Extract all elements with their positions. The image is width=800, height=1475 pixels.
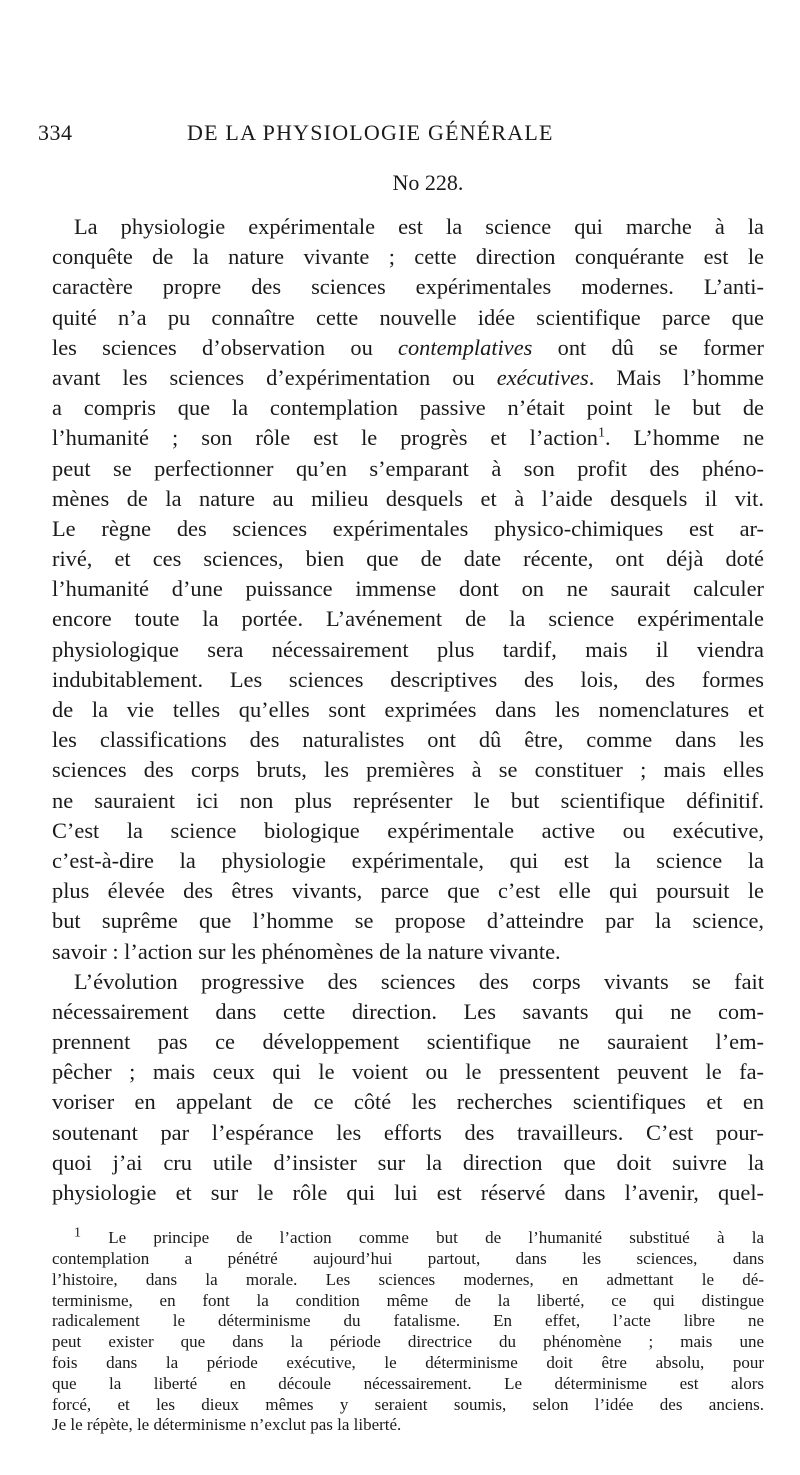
- page-header: [38, 120, 764, 150]
- text-line: de la vie telles qu’elles sont exprimées dans les nomenclatures et: [52, 697, 764, 722]
- text-segment: . Mais l’homme: [588, 364, 764, 390]
- main-text: [52, 212, 764, 1208]
- text-line: mènes de la nature au milieu desquels et à l’aide desquels il vit.: [52, 485, 764, 511]
- footnote-block: [52, 1225, 764, 1436]
- footnote-line: [52, 1225, 764, 1249]
- text-line-with-italic: [52, 333, 764, 363]
- text-line: quité n’a pu connaître cette nouvelle idée scientifique parce que: [52, 304, 764, 330]
- text-segment: . L’homme ne: [605, 425, 765, 451]
- text-line: La physiologie expérimentale est la science qui marche à la: [74, 214, 764, 239]
- footnote-line: forcé, et les dieux mêmes y seraient soumis, selon l’idée des anciens.: [52, 1394, 764, 1414]
- italic-term: exécutives: [496, 364, 589, 390]
- text-line: pêcher ; mais ceux qui le voient ou le pressentent peuvent le fa-: [52, 1059, 764, 1085]
- paragraph-1: [52, 212, 764, 967]
- text-line: conquête de la nature vivante ; cette direction conquérante est le: [52, 244, 764, 270]
- text-line: prennent pas ce développement scientifique ne sauraient l’em-: [52, 1029, 764, 1055]
- text-line: L’évolution progressive des sciences des corps vivants se fait: [74, 968, 764, 994]
- text-line: physiologie et sur le rôle qui lui est réservé dans l’avenir, quel-: [52, 1180, 764, 1205]
- text-line: encore toute la portée. L’avénement de la science expérimentale: [52, 606, 764, 632]
- footnote-line: l’histoire, dans la morale. Les sciences modernes, en admettant le dé-: [52, 1269, 764, 1289]
- text-line: a compris que la contemplation passive n’était point le but de: [52, 395, 764, 421]
- italic-term: contemplatives: [398, 334, 533, 360]
- text-line: voriser en appelant de ce côté les recherches scientifiques et en: [52, 1089, 764, 1115]
- text-line: l’humanité d’une puissance immense dont on ne saurait calculer: [52, 576, 764, 602]
- text-segment: Le principe de l’action comme but de l’humanité substitué à la: [108, 1228, 764, 1248]
- text-line: c’est-à-dire la physiologie expérimentale, qui est la science la: [52, 847, 764, 873]
- text-line-with-italic: [52, 363, 764, 393]
- footnote-reference[interactable]: 1: [598, 425, 605, 441]
- text-line: ne sauraient ici non plus représenter le but scientifique définitif.: [52, 787, 764, 813]
- text-line-with-footnote-ref: [52, 423, 764, 453]
- text-segment: l’humanité ; son rôle est le progrès et l’action: [52, 425, 598, 451]
- text-line: soutenant par l’espérance les efforts des travailleurs. C’est pour-: [52, 1119, 764, 1145]
- text-line: savoir : l’action sur les phénomènes de la nature vivante.: [52, 938, 561, 964]
- footnote-line: que la liberté en découle nécessairement. Le déterminisme est alors: [52, 1373, 764, 1393]
- text-line: les classifications des naturalistes ont dû être, comme dans les: [52, 727, 764, 753]
- text-segment: ont dû se former: [532, 334, 764, 360]
- paragraph-2: [52, 967, 764, 1209]
- text-line: peut se perfectionner qu’en s’emparant à son profit des phéno-: [52, 455, 764, 481]
- text-line: quoi j’ai cru utile d’insister sur la direction que doit suivre la: [52, 1149, 764, 1175]
- text-line: nécessairement dans cette direction. Les savants qui ne com-: [52, 998, 764, 1024]
- text-line: physiologique sera nécessairement plus tardif, mais il viendra: [52, 636, 764, 662]
- text-line: rivé, et ces sciences, bien que de date récente, ont déjà doté: [52, 546, 764, 572]
- text-line: but suprême que l’homme se propose d’atteindre par la science,: [52, 908, 764, 934]
- running-head: DE LA PHYSIOLOGIE GÉNÉRALE: [187, 120, 554, 145]
- footnote-line: contemplation a pénétré aujourd’hui partout, dans les sciences, dans: [52, 1248, 764, 1268]
- text-line: plus élevée des êtres vivants, parce que c’est elle qui poursuit le: [52, 878, 764, 904]
- text-line: indubitablement. Les sciences descriptives des lois, des formes: [52, 666, 764, 692]
- footnote-marker: 1: [74, 1225, 81, 1241]
- text-line: Le règne des sciences expérimentales physico-chimiques est ar-: [52, 515, 764, 541]
- footnote-line: radicalement le déterminisme du fatalisme. En effet, l’acte libre ne: [52, 1311, 764, 1331]
- footnote-line: terminisme, en font la condition même de la liberté, ce qui distingue: [52, 1290, 764, 1310]
- footnote-line: fois dans la période exécutive, le déterminisme doit être absolu, pour: [52, 1352, 764, 1372]
- section-number: No 228.: [392, 170, 464, 195]
- text-segment: avant les sciences d’expérimentation ou: [52, 364, 497, 390]
- footnote-line: Je le répète, le déterminisme n’exclut pas la liberté.: [52, 1415, 402, 1435]
- footnote-line: peut exister que dans la période directrice du phénomène ; mais une: [52, 1332, 764, 1352]
- text-segment: les sciences d’observation ou: [52, 334, 399, 360]
- book-page: [38, 120, 765, 1436]
- text-line: sciences des corps bruts, les premières à se constituer ; mais elles: [52, 757, 764, 783]
- page-number: 334: [38, 120, 73, 145]
- text-line: caractère propre des sciences expérimentales modernes. L’anti-: [52, 274, 764, 300]
- text-line: C’est la science biologique expérimentale active ou exécutive,: [52, 817, 764, 843]
